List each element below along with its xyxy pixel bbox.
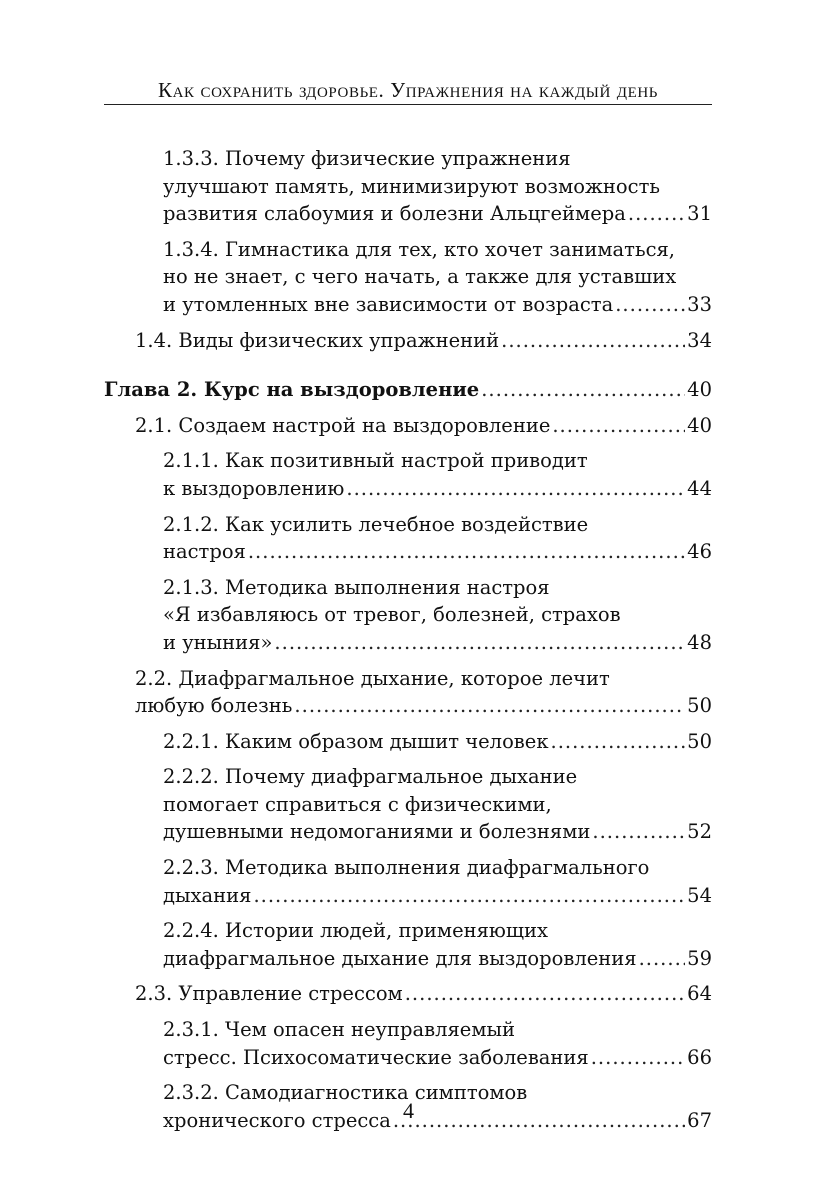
- page-number: 4: [403, 1098, 414, 1123]
- toc-entry-lead-line: [163, 629, 712, 657]
- toc-page-number: 54: [687, 883, 712, 907]
- toc-entry[interactable]: [104, 728, 712, 756]
- toc-entry-lead-line: [163, 818, 712, 846]
- toc-entry-text-line: 1.3.4. Гимнастика для тех, кто хочет заниматься,: [163, 237, 675, 261]
- toc-entry[interactable]: [104, 763, 712, 846]
- table-of-contents: [104, 145, 712, 1142]
- dot-leader: [481, 376, 685, 404]
- dot-leader: [552, 412, 685, 440]
- toc-entry-text-line: но не знает, с чего начать, а также для уставших: [163, 265, 677, 289]
- toc-entry-text-line: 2.2.2. Почему диафрагмальное дыхание: [163, 765, 578, 789]
- toc-entry[interactable]: [104, 574, 712, 657]
- toc-entry-text-line: 2.2. Диафрагмальное дыхание, которое лечит: [135, 666, 610, 690]
- dot-leader: [591, 1044, 685, 1072]
- toc-page-number: 40: [687, 378, 712, 402]
- header-rule: [104, 104, 712, 105]
- toc-entry-lead-line: [163, 200, 712, 228]
- toc-entry-text-line: душевными недомоганиями и болезнями: [163, 820, 591, 844]
- toc-entry-text-line: развития слабоумия и болезни Альцгеймера: [163, 202, 626, 226]
- toc-entry-text-line: Глава 2. Курс на выздоровление: [104, 378, 480, 402]
- dot-leader: [248, 538, 685, 566]
- toc-entry-text-line: диафрагмальное дыхание для выздоровления: [163, 946, 637, 970]
- toc-chapter-entry[interactable]: [104, 376, 712, 404]
- toc-page-number: 52: [687, 820, 712, 844]
- dot-leader: [592, 818, 685, 846]
- dot-leader: [551, 728, 686, 756]
- toc-page-number: 50: [687, 729, 712, 753]
- toc-entry-text-line: 2.1.2. Как усилить лечебное воздействие: [163, 512, 589, 536]
- toc-entry[interactable]: [104, 1016, 712, 1071]
- toc-entry-text-line: 2.2.3. Методика выполнения диафрагмального: [163, 856, 650, 880]
- toc-page-number: 67: [687, 1108, 712, 1132]
- toc-entry-text-line: 2.2.1. Каким образом дышит человек: [163, 729, 549, 753]
- toc-entry[interactable]: [104, 447, 712, 502]
- toc-entry[interactable]: [104, 412, 712, 440]
- dot-leader: [501, 327, 685, 355]
- toc-entry-text-line: 2.1.1. Как позитивный настрой приводит: [163, 449, 588, 473]
- toc-entry-lead-line: [135, 327, 712, 355]
- toc-entry-lead-line: [135, 412, 712, 440]
- dot-leader: [274, 629, 685, 657]
- toc-page-number: 64: [687, 982, 712, 1006]
- toc-entry-text-line: хронического стресса: [163, 1108, 391, 1132]
- toc-entry-text-line: 2.3.1. Чем опасен неуправляемый: [163, 1018, 516, 1042]
- toc-entry-text-line: 1.4. Виды физических упражнений: [135, 328, 500, 352]
- toc-entry[interactable]: [104, 327, 712, 355]
- toc-page-number: 40: [687, 413, 712, 437]
- toc-entry-text-line: 2.3. Управление стрессом: [135, 982, 403, 1006]
- dot-leader: [615, 291, 685, 319]
- toc-page-number: 31: [687, 202, 712, 226]
- toc-entry-lead-line: [163, 945, 712, 973]
- toc-entry-text-line: любую болезнь: [135, 694, 293, 718]
- dot-leader: [405, 980, 685, 1008]
- toc-entry-lead-line: [163, 1044, 712, 1072]
- toc-entry-lead-line: [163, 882, 712, 910]
- toc-entry-lead-line: [163, 291, 712, 319]
- toc-entry-text-line: 2.1. Создаем настрой на выздоровление: [135, 413, 551, 437]
- toc-entry-text-line: помогает справиться с физическими,: [163, 792, 552, 816]
- toc-entry[interactable]: [104, 145, 712, 228]
- dot-leader: [346, 475, 685, 503]
- toc-page-number: 33: [687, 292, 712, 316]
- toc-page-number: 59: [687, 946, 712, 970]
- toc-entry[interactable]: [104, 665, 712, 720]
- toc-entry-text-line: стресс. Психосоматические заболевания: [163, 1045, 589, 1069]
- toc-entry-lead-line: [135, 692, 712, 720]
- toc-entry[interactable]: [104, 980, 712, 1008]
- toc-entry[interactable]: [104, 854, 712, 909]
- toc-page-number: 66: [687, 1045, 712, 1069]
- toc-entry-text-line: 2.2.4. Истории людей, применяющих: [163, 919, 549, 943]
- toc-entry-lead-line: [163, 475, 712, 503]
- toc-entry-text-line: дыхания: [163, 883, 252, 907]
- dot-leader: [253, 882, 685, 910]
- toc-page-number: 34: [687, 328, 712, 352]
- toc-entry-text-line: улучшают память, минимизируют возможность: [163, 174, 660, 198]
- toc-entry[interactable]: [104, 917, 712, 972]
- toc-entry-text-line: «Я избавляюсь от тревог, болезней, страхов: [163, 603, 621, 627]
- toc-entry-text-line: 2.3.2. Самодиагностика симптомов: [163, 1081, 528, 1105]
- dot-leader: [628, 200, 685, 228]
- running-header: Как сохранить здоровье. Упражнения на каждый день: [158, 78, 658, 102]
- toc-entry-lead-line: [104, 376, 712, 404]
- dot-leader: [294, 692, 685, 720]
- toc-entry-lead-line: [163, 728, 712, 756]
- toc-entry[interactable]: [104, 511, 712, 566]
- toc-entry-lead-line: [135, 980, 712, 1008]
- toc-entry-text-line: настроя: [163, 540, 246, 564]
- toc-page-number: 48: [687, 630, 712, 654]
- toc-entry-text-line: 2.1.3. Методика выполнения настроя: [163, 575, 550, 599]
- toc-entry-lead-line: [163, 538, 712, 566]
- toc-page-number: 44: [687, 476, 712, 500]
- toc-entry-text-line: и утомленных вне зависимости от возраста: [163, 292, 614, 316]
- toc-entry-text-line: к выздоровлению: [163, 476, 345, 500]
- toc-entry[interactable]: [104, 236, 712, 319]
- toc-page-number: 50: [687, 694, 712, 718]
- toc-entry-text-line: и уныния»: [163, 630, 273, 654]
- dot-leader: [639, 945, 686, 973]
- toc-page-number: 46: [687, 540, 712, 564]
- toc-entry-text-line: 1.3.3. Почему физические упражнения: [163, 147, 571, 170]
